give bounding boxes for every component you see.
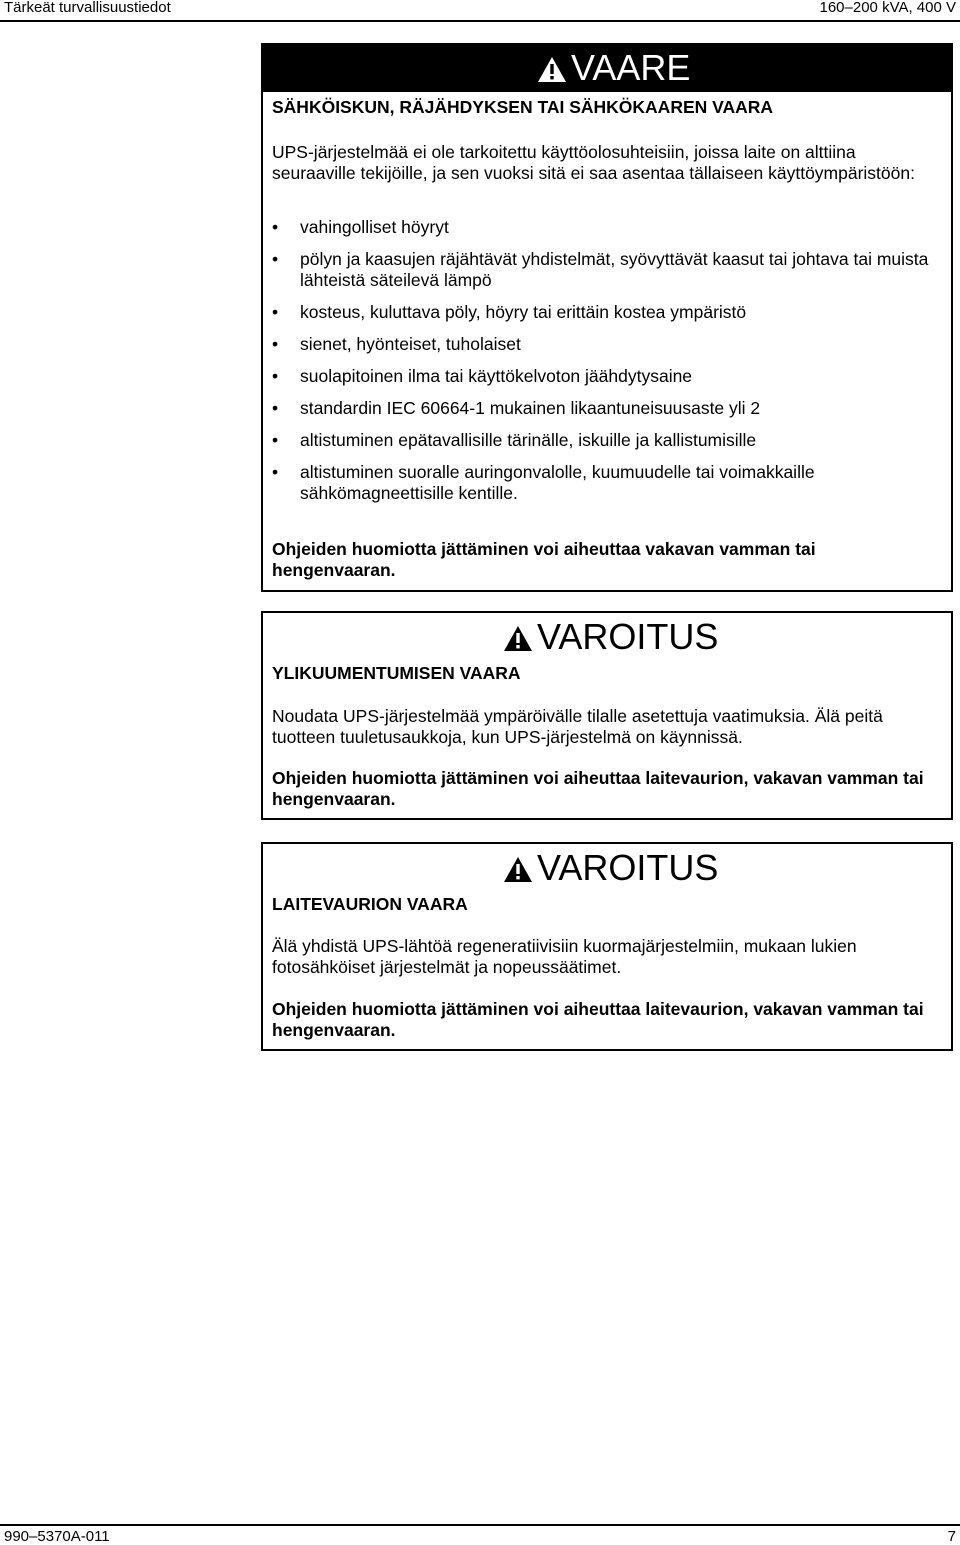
overheat-text: Noudata UPS-järjestelmää ympäröivälle tilalle asetettuja vaatimuksia. Älä peitä tuotteen tuuletusaukkoja, kun UPS-järjestelmä on käynnissä. xyxy=(272,706,883,747)
danger-condition-list xyxy=(272,217,942,515)
list-item: • altistuminen epätavallisille tärinälle, iskuille ja kallistumisille xyxy=(272,430,942,451)
header-product: 160–200 kVA, 400 V xyxy=(819,0,956,16)
warning-triangle-icon xyxy=(537,56,567,83)
equipment-warning-box xyxy=(261,842,953,1051)
list-item: • kosteus, kuluttava pöly, höyry tai erittäin kostea ympäristö xyxy=(272,302,942,323)
danger-signal-word: VAARE xyxy=(571,47,691,88)
equipment-warning-heading xyxy=(503,847,718,889)
warning-triangle-icon xyxy=(503,856,533,883)
danger-consequence: Ohjeiden huomiotta jättäminen voi aiheuttaa vakavan vamman tai hengenvaaran. xyxy=(272,539,816,580)
overheat-signal-word: VAROITUS xyxy=(537,616,719,657)
danger-title-bar xyxy=(263,45,951,92)
list-item: • suolapitoinen ilma tai käyttökelvoton jäähdytysaine xyxy=(272,366,942,387)
list-item: • pölyn ja kaasujen räjähtävät yhdistelmät, syövyttävät kaasut tai johtava tai muista lähteistä säteilevä lämpö xyxy=(272,249,942,291)
equipment-consequence: Ohjeiden huomiotta jättäminen voi aiheuttaa laitevaurion, vakavan vamman tai hengenvaaran. xyxy=(272,999,924,1040)
footer-rule xyxy=(0,1524,960,1526)
list-item: • vahingolliset höyryt xyxy=(272,217,942,238)
page-header xyxy=(0,0,960,24)
equipment-text: Älä yhdistä UPS-lähtöä regeneratiivisiin kuormajärjestelmiin, mukaan lukien fotosähköiset järjestelmät ja nopeussäätimet. xyxy=(272,936,857,977)
warning-triangle-icon xyxy=(503,625,533,652)
danger-intro: UPS-järjestelmää ei ole tarkoitettu käyttöolosuhteisiin, joissa laite on alttiina seuraaville tekijöille, ja sen vuoksi sitä ei saa asentaa tällaiseen käyttöympäristöön: xyxy=(272,142,915,183)
list-item: • standardin IEC 60664-1 mukainen likaantuneisuusaste yli 2 xyxy=(272,398,942,419)
overheat-hazard-title: YLIKUUMENTUMISEN VAARA xyxy=(272,663,521,683)
header-section-title: Tärkeät turvallisuustiedot xyxy=(4,0,171,16)
danger-hazard-title: SÄHKÖISKUN, RÄJÄHDYKSEN TAI SÄHKÖKAAREN VAARA xyxy=(272,97,774,117)
danger-box xyxy=(261,43,953,592)
header-rule xyxy=(0,20,960,22)
equipment-signal-word: VAROITUS xyxy=(537,847,719,888)
overheat-warning-box xyxy=(261,611,953,820)
page-number: 7 xyxy=(947,1528,956,1545)
overheat-consequence: Ohjeiden huomiotta jättäminen voi aiheuttaa laitevaurion, vakavan vamman tai hengenvaaran. xyxy=(272,768,924,809)
overheat-warning-heading xyxy=(503,616,718,658)
document-number: 990–5370A-011 xyxy=(4,1528,110,1545)
equipment-hazard-title: LAITEVAURION VAARA xyxy=(272,894,468,914)
danger-heading xyxy=(537,47,690,89)
list-item: • altistuminen suoralle auringonvalolle, kuumuudelle tai voimakkaille sähkömagneettisille kentille. xyxy=(272,462,942,504)
list-item: • sienet, hyönteiset, tuholaiset xyxy=(272,334,942,355)
page-footer xyxy=(0,1524,960,1545)
